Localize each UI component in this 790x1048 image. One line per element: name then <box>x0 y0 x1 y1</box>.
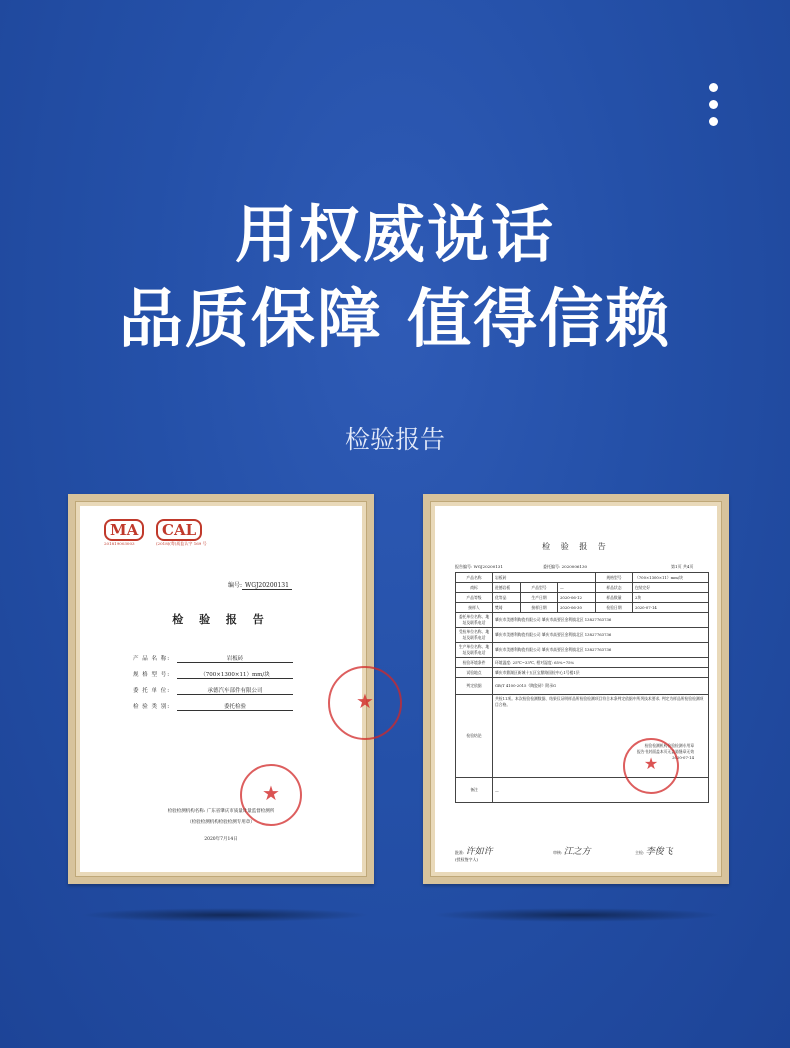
frame-shadow <box>80 908 370 922</box>
headline-line1: 用权威说话 <box>234 198 555 271</box>
table-row: 备注 — <box>456 778 709 803</box>
table-row: 检验结论 共检11项。本次检验检测数据、结果仅证明样品所检验检测项目符合本条判定依据中所列技术要求, 判定为样品所检验检测项目合格。 检验检测机构检验检测专用章 报告书封面盖本页无盖骑缝章无效 2020-07-14 <box>456 695 709 778</box>
info-row: 产 品 名 称: 岩板砖 <box>133 654 313 663</box>
cal-logo: CAL (2018)(粤)质监认字 169 号 <box>156 521 207 546</box>
seal-stamp: ★ <box>328 666 402 740</box>
cma-logo: MA 201819003003 <box>104 520 144 546</box>
commission-number: 委托编号: 2020006130 <box>543 564 588 569</box>
info-row: 规 格 型 号: （700×1300×11）mm/块 <box>133 670 313 679</box>
table-row: 生产单位名称、地址及联系电话 肇庆市美德利陶瓷有限公司 肇庆市高要区金利镇北区 13827763736 <box>456 643 709 658</box>
seal-stamp: ★ <box>623 738 679 794</box>
conclusion-stamp-label: 检验检测机构检验检测专用章 <box>644 743 694 748</box>
certificate-cover-page <box>80 506 374 872</box>
table-row: 检验环境条件 环境温度: 25℃~33℃, 相对湿度: 65%~75% <box>456 658 709 668</box>
info-row: 委 托 单 位: 承德汽车部件有限公司 <box>133 686 313 695</box>
report-number: 编号: WGJ20200131 <box>228 580 292 589</box>
report-title: 检 验 报 告 <box>172 613 270 626</box>
headline-line2: 品质保障 值得信赖 <box>118 283 672 357</box>
seal-stamp: ★ <box>240 764 302 826</box>
issue-date: 2020年7月14日 <box>204 837 238 842</box>
frame-shadow <box>432 908 722 922</box>
certificate-frame-results <box>423 494 729 884</box>
table-row: 受检单位名称、地址及联系电话 肇庆市美德利陶瓷有限公司 肇庆市高要区金利镇北区 13827763736 <box>456 628 709 643</box>
checker-signature: 主检: 李俊飞 <box>635 847 673 857</box>
info-row: 检 验 类 别: 委托检验 <box>133 702 313 711</box>
more-vertical-icon[interactable] <box>709 83 721 134</box>
table-row: 产品名称 岩板砖 规格型号 （700×1300×11）mm/块 <box>456 573 709 583</box>
table-row: 试验地点 肇庆市鼎湖区新城十五区宝鼎路国检中心1号楼1层 <box>456 668 709 678</box>
table-row: 委托单位名称、地址及联系电话 肇庆市美德利陶瓷有限公司 肇庆市高要区金利镇北区 13827763736 <box>456 613 709 628</box>
table-row: 商标 进德岩板 产品型号 — 样品状态 包装完好 <box>456 583 709 593</box>
certificate-results-page <box>435 506 717 872</box>
certificate-frame-cover <box>68 494 374 884</box>
report-number: 报告编号: WGJ20200131 <box>455 564 503 569</box>
table-row: 判定依据 GB/T 4100-2015《陶瓷砖》附录G <box>456 678 709 695</box>
approver-signature: 批准: 许如许 (授权签字人) <box>455 847 493 862</box>
conclusion-date: 2020-07-14 <box>672 755 694 760</box>
section-subtitle: 检验报告 <box>344 425 445 454</box>
page-indicator: 第1页 共4页 <box>671 564 694 569</box>
conclusion-text: 共检11项。本次检验检测数据、结果仅证明样品所检验检测项目符合本条判定依据中所列技术要求, 判定为样品所检验检测项目合格。 <box>495 696 704 707</box>
table-row: 产品等级 优等品 生产日期 2020-06-12 样品数量 2块 <box>456 593 709 603</box>
agency-name: 检验检测机构名称: 广东省肇庆市质量计量监督检测所 <box>167 809 275 814</box>
agency-note: （检验检测机构检验检测专用章） <box>187 820 255 825</box>
reviewer-signature: 审核: 江之方 <box>553 847 591 857</box>
table-row: 接样人 樊琦 接样日期 2020-06-30 检验日期 2020-07-14 <box>456 603 709 613</box>
report-title: 检 验 报 告 <box>542 542 610 551</box>
conclusion-note: 报告书封面盖本页无盖骑缝章无效 <box>637 749 694 754</box>
